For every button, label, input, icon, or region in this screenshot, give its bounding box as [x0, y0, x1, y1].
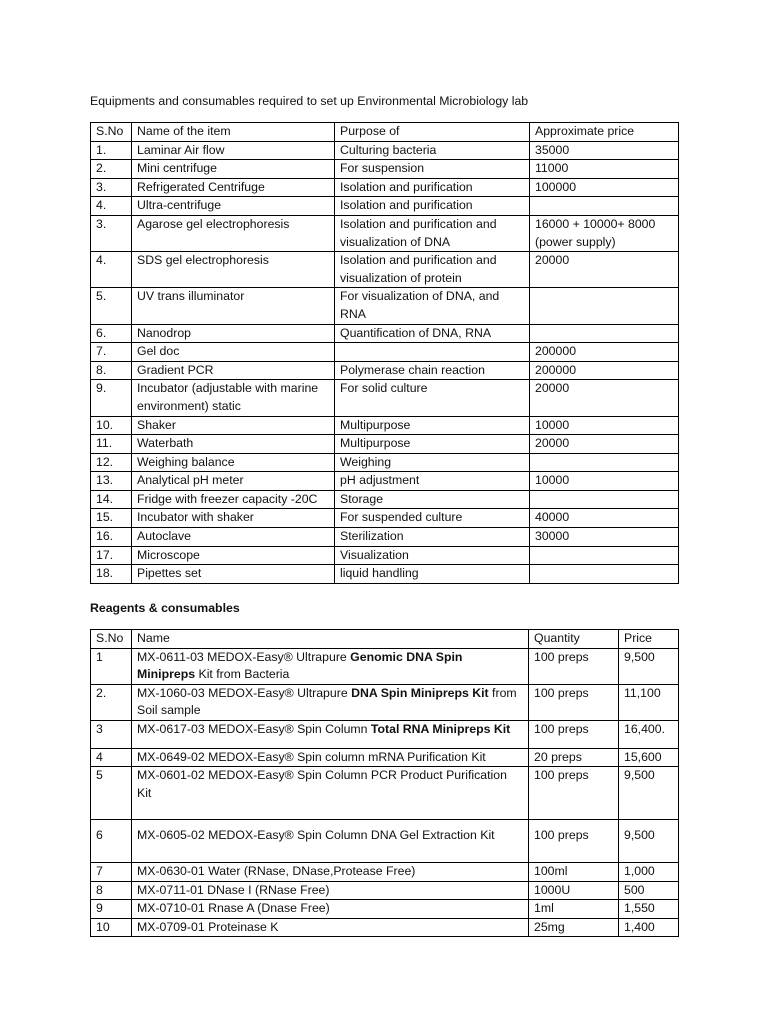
table-cell: Incubator with shaker — [132, 509, 335, 528]
table-cell: Refrigerated Centrifuge — [132, 178, 335, 197]
table-cell: Isolation and purification and visualization of protein — [335, 252, 530, 288]
table-row — [91, 472, 679, 491]
table-cell: 7 — [91, 862, 132, 881]
table-cell: Multipurpose — [335, 416, 530, 435]
table-cell: Sterilization — [335, 528, 530, 547]
table-cell: 1. — [91, 141, 132, 160]
table-cell: 16000 + 10000+ 8000 (power supply) — [530, 215, 679, 251]
table-row — [91, 380, 679, 416]
table-cell: 20000 — [530, 252, 679, 288]
table-row — [91, 820, 679, 863]
table-row — [91, 416, 679, 435]
item-name-bold: Total RNA Minipreps Kit — [370, 721, 511, 736]
table-cell: Quantification of DNA, RNA — [335, 324, 530, 343]
table-cell: 3. — [91, 178, 132, 197]
table-cell: 1 — [91, 648, 132, 684]
table-cell: 11. — [91, 435, 132, 454]
table-cell: Nanodrop — [132, 324, 335, 343]
table-cell: 7. — [91, 343, 132, 362]
table-cell: 100000 — [530, 178, 679, 197]
table-cell: 17. — [91, 546, 132, 565]
table-cell: For solid culture — [335, 380, 530, 416]
table-cell — [132, 820, 529, 863]
table-cell — [530, 288, 679, 324]
table-row — [91, 546, 679, 565]
table-cell: 100 preps — [529, 767, 619, 820]
table-cell: 12. — [91, 453, 132, 472]
table-cell: Analytical pH meter — [132, 472, 335, 491]
item-name-text: MX-0617-03 MEDOX-Easy® Spin Column — [137, 721, 371, 736]
table-cell: 16. — [91, 528, 132, 547]
table-cell: liquid handling — [335, 565, 530, 584]
table-cell: Isolation and purification — [335, 197, 530, 216]
table-cell: 20 preps — [529, 748, 619, 767]
table-row — [91, 684, 679, 720]
table-cell: Microscope — [132, 546, 335, 565]
table-cell: 3 — [91, 720, 132, 748]
item-name-bold: DNA Spin Minipreps Kit — [351, 685, 489, 700]
column-header: S.No — [91, 123, 132, 142]
reagents-table — [90, 629, 679, 937]
table-row — [91, 900, 679, 919]
table-cell: 1000U — [529, 881, 619, 900]
table-row — [91, 528, 679, 547]
equipment-table — [90, 122, 679, 584]
table-cell: pH adjustment — [335, 472, 530, 491]
table-cell: Polymerase chain reaction — [335, 361, 530, 380]
table-cell: Ultra-centrifuge — [132, 197, 335, 216]
table-row — [91, 215, 679, 251]
table-cell: 500 — [619, 881, 679, 900]
table-cell: Visualization — [335, 546, 530, 565]
table-cell: 10000 — [530, 472, 679, 491]
table-cell — [530, 197, 679, 216]
table-cell — [335, 343, 530, 362]
table-cell: 9,500 — [619, 648, 679, 684]
table-cell — [132, 748, 529, 767]
item-name-bold: Genomic DNA Spin Minipreps — [137, 649, 463, 682]
item-name-text: from Soil sample — [137, 685, 517, 718]
table-cell: Incubator (adjustable with marine environment) static — [132, 380, 335, 416]
table-cell: 8 — [91, 881, 132, 900]
table-cell — [530, 324, 679, 343]
table-cell: 100 preps — [529, 720, 619, 748]
table-header-row — [91, 123, 679, 142]
table-cell: Isolation and purification and visualization of DNA — [335, 215, 530, 251]
table-cell: Autoclave — [132, 528, 335, 547]
item-name-text: MX-0709-01 Proteinase K — [137, 919, 279, 934]
table-cell — [530, 490, 679, 509]
table-cell: 4 — [91, 748, 132, 767]
column-header: Price — [619, 630, 679, 649]
table-cell: 100 preps — [529, 820, 619, 863]
table-cell: 10 — [91, 918, 132, 937]
table-cell — [530, 546, 679, 565]
column-header: Name — [132, 630, 529, 649]
table-cell: 3. — [91, 215, 132, 251]
table-cell: Pipettes set — [132, 565, 335, 584]
table-row — [91, 767, 679, 820]
item-name-text: MX-1060-03 MEDOX-Easy® Ultrapure — [137, 685, 352, 700]
column-header: Purpose of — [335, 123, 530, 142]
table-cell: 20000 — [530, 380, 679, 416]
section-heading-equipment: Equipments and consumables required to set up Environmental Microbiology lab — [90, 94, 529, 108]
table-cell: 35000 — [530, 141, 679, 160]
table-cell — [132, 862, 529, 881]
table-cell: Shaker — [132, 416, 335, 435]
item-name-text: Kit from Bacteria — [195, 667, 290, 682]
table-cell: 9,500 — [619, 767, 679, 820]
table-cell: 4. — [91, 252, 132, 288]
table-cell: 14. — [91, 490, 132, 509]
item-name-text: MX-0710-01 Rnase A (Dnase Free) — [137, 901, 330, 916]
table-cell: 10000 — [530, 416, 679, 435]
table-cell: Gradient PCR — [132, 361, 335, 380]
table-row — [91, 748, 679, 767]
table-row — [91, 490, 679, 509]
table-cell: 10. — [91, 416, 132, 435]
table-row — [91, 435, 679, 454]
table-cell: 200000 — [530, 343, 679, 362]
table-cell: 6 — [91, 820, 132, 863]
table-cell — [132, 881, 529, 900]
table-cell: Weighing — [335, 453, 530, 472]
table-cell: Mini centrifuge — [132, 160, 335, 179]
table-row — [91, 141, 679, 160]
table-cell: 25mg — [529, 918, 619, 937]
table-cell: 5. — [91, 288, 132, 324]
table-cell: 40000 — [530, 509, 679, 528]
table-cell: Gel doc — [132, 343, 335, 362]
table-cell: 15. — [91, 509, 132, 528]
table-row — [91, 862, 679, 881]
table-cell: Storage — [335, 490, 530, 509]
table-cell: 4. — [91, 197, 132, 216]
column-header: Approximate price — [530, 123, 679, 142]
table-cell: Agarose gel electrophoresis — [132, 215, 335, 251]
table-cell: Laminar Air flow — [132, 141, 335, 160]
table-cell: 1ml — [529, 900, 619, 919]
table-row — [91, 565, 679, 584]
table-cell: 1,400 — [619, 918, 679, 937]
table-cell: 9 — [91, 900, 132, 919]
column-header: Name of the item — [132, 123, 335, 142]
table-cell: 100 preps — [529, 684, 619, 720]
table-cell — [530, 453, 679, 472]
table-cell: 2. — [91, 684, 132, 720]
table-row — [91, 178, 679, 197]
table-row — [91, 197, 679, 216]
table-cell: 11000 — [530, 160, 679, 179]
column-header: Quantity — [529, 630, 619, 649]
table-cell: 2. — [91, 160, 132, 179]
table-cell — [132, 720, 529, 748]
table-cell: 20000 — [530, 435, 679, 454]
table-row — [91, 509, 679, 528]
table-cell — [132, 684, 529, 720]
table-cell: 30000 — [530, 528, 679, 547]
table-cell: 11,100 — [619, 684, 679, 720]
table-cell: 5 — [91, 767, 132, 820]
table-cell: 1,000 — [619, 862, 679, 881]
table-cell: UV trans illuminator — [132, 288, 335, 324]
column-header: S.No — [91, 630, 132, 649]
item-name-text: MX-0611-03 MEDOX-Easy® Ultrapure — [137, 649, 351, 664]
table-cell: 200000 — [530, 361, 679, 380]
table-cell — [530, 565, 679, 584]
table-cell: Culturing bacteria — [335, 141, 530, 160]
table-cell: 8. — [91, 361, 132, 380]
table-cell: 16,400. — [619, 720, 679, 748]
table-row — [91, 720, 679, 748]
table-cell: For suspended culture — [335, 509, 530, 528]
table-cell: Isolation and purification — [335, 178, 530, 197]
table-cell: 1,550 — [619, 900, 679, 919]
table-cell — [132, 767, 529, 820]
table-row — [91, 343, 679, 362]
table-cell: 13. — [91, 472, 132, 491]
item-name-text: MX-0630-01 Water (RNase, DNase,Protease Free) — [137, 863, 416, 878]
table-cell: 18. — [91, 565, 132, 584]
table-cell: Weighing balance — [132, 453, 335, 472]
table-cell: 100 preps — [529, 648, 619, 684]
table-row — [91, 252, 679, 288]
item-name-text: MX-0601-02 MEDOX-Easy® Spin Column PCR Product Purification Kit — [137, 768, 507, 800]
table-cell — [132, 900, 529, 919]
table-cell: 15,600 — [619, 748, 679, 767]
table-cell: 100ml — [529, 862, 619, 881]
table-row — [91, 881, 679, 900]
section-heading-reagents: Reagents & consumables — [90, 601, 240, 615]
table-row — [91, 160, 679, 179]
table-row — [91, 288, 679, 324]
table-cell: Multipurpose — [335, 435, 530, 454]
table-cell — [132, 648, 529, 684]
table-cell — [132, 918, 529, 937]
table-row — [91, 361, 679, 380]
table-cell: For suspension — [335, 160, 530, 179]
item-name-text: MX-0649-02 MEDOX-Easy® Spin column mRNA Purification Kit — [137, 749, 486, 764]
table-cell: Waterbath — [132, 435, 335, 454]
table-cell: 6. — [91, 324, 132, 343]
item-name-text: MX-0605-02 MEDOX-Easy® Spin Column DNA Gel Extraction Kit — [137, 828, 495, 843]
table-cell: For visualization of DNA, and RNA — [335, 288, 530, 324]
item-name-text: MX-0711-01 DNase I (RNase Free) — [137, 882, 330, 897]
table-row — [91, 648, 679, 684]
table-cell: 9. — [91, 380, 132, 416]
table-row — [91, 324, 679, 343]
table-header-row — [91, 630, 679, 649]
table-row — [91, 918, 679, 937]
table-cell: Fridge with freezer capacity -20C — [132, 490, 335, 509]
table-cell: SDS gel electrophoresis — [132, 252, 335, 288]
table-row — [91, 453, 679, 472]
table-cell: 9,500 — [619, 820, 679, 863]
